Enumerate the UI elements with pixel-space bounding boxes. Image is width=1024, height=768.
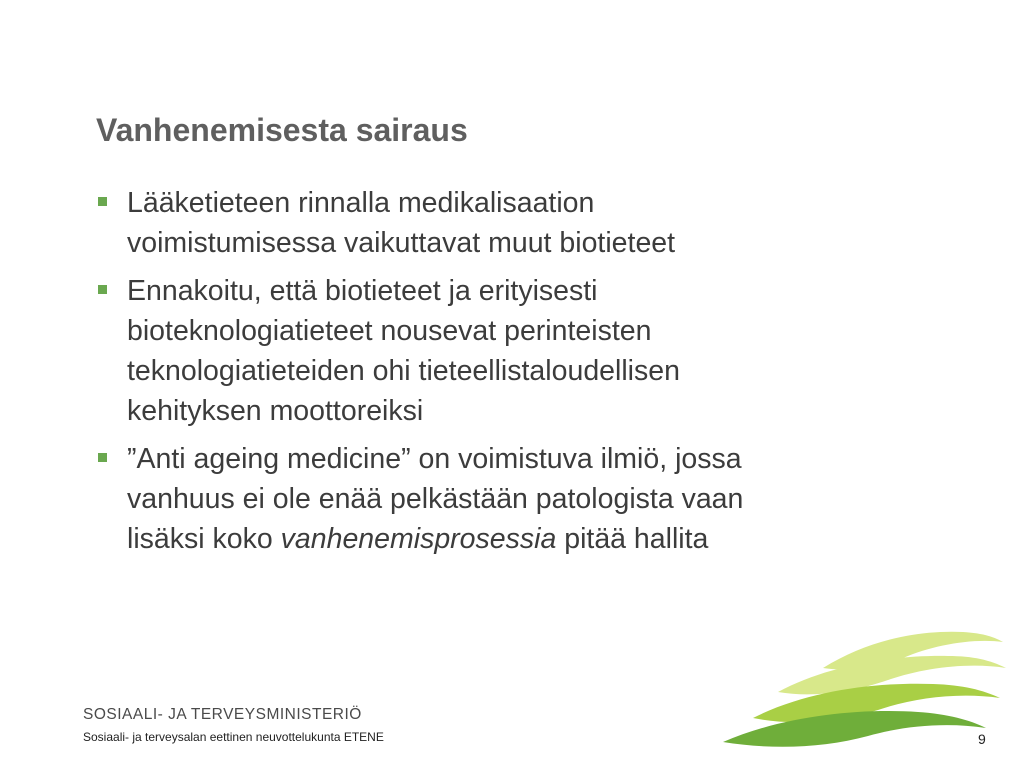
bullet-item (96, 271, 896, 431)
bullet-text-prefix: lisäksi koko (127, 523, 281, 555)
bullet-line: vanhuus ei ole enää pelkästään patologista vaan (127, 483, 744, 515)
bullet-list (96, 183, 896, 567)
bullet-item (96, 439, 896, 559)
bullet-line: bioteknologiatieteet nousevat perinteisten (127, 315, 652, 347)
green-wave-lines-graphic (718, 620, 1008, 755)
bullet-text-emphasis: vanhenemisprosessia (280, 523, 557, 555)
slide-title: Vanhenemisesta sairaus (96, 112, 468, 148)
bullet-line: voimistumisessa vaikuttavat muut biotieteet (127, 227, 676, 259)
bullet-text-suffix: pitää hallita (556, 523, 709, 555)
square-bullet-icon (98, 197, 107, 206)
page-number: 9 (978, 731, 986, 747)
bullet-line: Ennakoitu, että biotieteet ja erityisesti (127, 275, 598, 307)
bullet-line: ”Anti ageing medicine” on voimistuva ilmiö, jossa (127, 443, 742, 475)
bullet-line: kehityksen moottoreiksi (127, 395, 424, 427)
bullet-line-mixed (127, 519, 896, 559)
square-bullet-icon (98, 453, 107, 462)
bullet-line: teknologiatieteiden ohi tieteellistaloudellisen (127, 355, 680, 387)
footer-text: Sosiaali- ja terveysalan eettinen neuvottelukunta ETENE (83, 730, 384, 744)
square-bullet-icon (98, 285, 107, 294)
bullet-item (96, 183, 896, 263)
ministry-logo-text: SOSIAALI- JA TERVEYSMINISTERIÖ (83, 706, 362, 723)
bullet-line: Lääketieteen rinnalla medikalisaation (127, 187, 595, 219)
